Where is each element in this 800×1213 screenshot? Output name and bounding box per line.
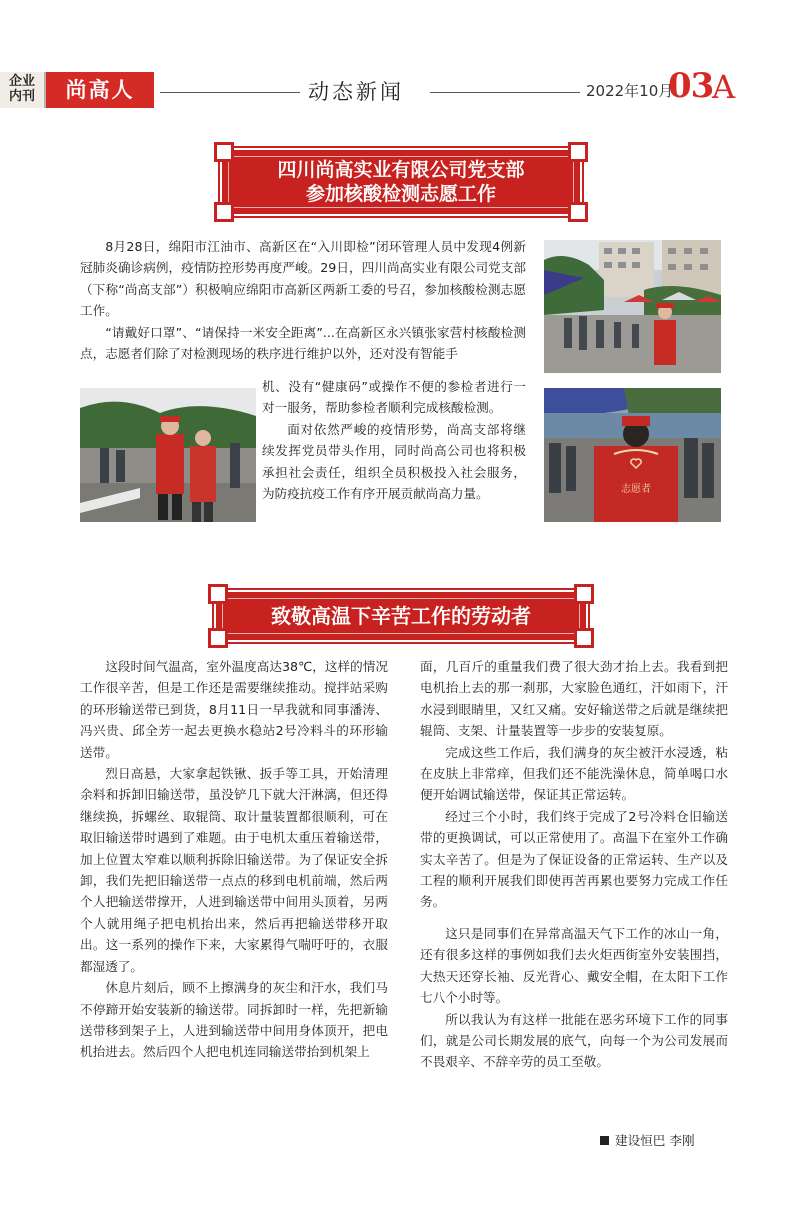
logo-line-2: 内刊 xyxy=(8,89,35,104)
header-rule-left xyxy=(160,92,300,93)
article1-intro xyxy=(80,236,526,364)
article2-left-paragraph-3: 休息片刻后，顾不上擦满身的灰尘和汗水，我们马不停蹄开始安装新的输送带。同拆卸时一样，先把新输送带移到架子上，人进到输送带中间用身体顶开，把电机抬进去。然后四个人把电机连同输送带抬到机架上 xyxy=(80,980,388,1060)
photo-volunteers-assisting xyxy=(80,388,256,522)
article2-author xyxy=(600,1130,695,1149)
article1-title-line1: 四川尚高实业有限公司党支部 xyxy=(277,159,525,181)
article1-paragraph-2a: “请戴好口罩”、“请保持一米安全距离”...在高新区永兴镇张家营村核酸检测点，志愿者们除了对检测现场的秩序进行维护以外，还对没有智能手 xyxy=(80,324,526,362)
article2-right-paragraph-3: 经过三个小时，我们终于完成了2号冷料仓旧输送带的更换调试，可以正常使用了。高温下在室外工作确实太辛苦了。但是为了保证设备的正常运转、生产以及工程的顺利开展我们即使再苦再累也要努力完成工作任务。 xyxy=(420,808,728,910)
page-letter: A xyxy=(712,68,736,106)
author-bullet-icon xyxy=(600,1136,609,1145)
section-title: 动态新闻 xyxy=(308,80,404,104)
magazine-logo-text xyxy=(0,74,44,104)
article1-paragraph-2b: 机、没有“健康码”或操作不便的参检者进行一对一服务，帮助参检者顺利完成核酸检测。 xyxy=(262,379,526,416)
article2-left-paragraph-2: 烈日高悬，大家拿起铁锹、扳手等工具，开始清理余料和拆卸旧输送带，虽没铲几下就大汗淋漓，但还得继续换，拆螺丝、取辊筒、取计量装置都很顺利，可在取旧输送带时遇到了难题。由于电机太重压着输送带，加上位置太窄难以顺利拆除旧输送带。为了保证安全拆卸，我们先把旧输送带一点点的移到电机前端，然后两个人把输送带撑开，人进到输送带中间用头顶着，另两个人就用绳子把电机抬出来，然后再把输送带移开取出。这一系列的操作下来，大家累得气喘吁吁的，衣服都湿透了。 xyxy=(80,766,388,974)
article2-right-paragraph-2: 完成这些工作后，我们满身的灰尘被汗水浸透，粘在皮肤上非常痒，但我们还不能洗澡休息，简单喝口水便开始调试输送带，保证其正常运转。 xyxy=(420,744,728,803)
issue-date: 2022年10月 xyxy=(586,82,674,100)
header-rule-right xyxy=(430,92,580,93)
article1-paragraph-1: 8月28日，绵阳市江油市、高新区在“入川即检”闭环管理人员中发现4例新冠肺炎确诊病例，疫情防控形势再度严峻。29日，四川尚高实业有限公司党支部（下称“尚高支部”）积极响应绵阳市高新区两新工委的号召，参加核酸检测志愿工作。 xyxy=(80,239,526,319)
article1-wrap-text xyxy=(262,376,526,504)
photo-volunteer-vest-back xyxy=(544,388,721,522)
article1-title-line2: 参加核酸检测志愿工作 xyxy=(305,183,496,205)
logo-line-1: 企业 xyxy=(8,74,35,89)
article2-right-paragraph-1: 面，几百斤的重量我们费了很大劲才抬上去。我看到把电机抬上去的那一刹那，大家脸色通红，汗如雨下，汗水浸到眼睛里，又红又痛。安好输送带之后就是继续把辊筒、支架、计量装置等一步步的安装复原。 xyxy=(420,659,728,739)
author-name: 建设恒巴 李刚 xyxy=(615,1133,695,1148)
photo-testing-site-buildings xyxy=(544,240,721,373)
article1-title-banner xyxy=(222,150,580,214)
vest-label: 志愿者 xyxy=(621,484,651,495)
page-number: 03 xyxy=(668,66,714,106)
article1-paragraph-3: 面对依然严峻的疫情形势，尚高支部将继续发挥党员带头作用，同时尚高公司也将积极承担社会责任，组织全员积极投入社会服务，为防疫抗疫工作有序开展贡献尚高力量。 xyxy=(262,421,526,502)
article2-left-column xyxy=(80,656,388,1063)
article2-title-banner xyxy=(216,592,586,640)
brand-name: 尚高人 xyxy=(65,77,135,102)
article2-right-paragraph-5: 所以我认为有这样一批能在恶劣环境下工作的同事们，就是公司长期发展的底气，向每一个为公司发展而不畏艰辛、不辞辛劳的员工至敬。 xyxy=(420,1011,728,1070)
article2-right-paragraph-4: 这只是同事们在异常高温天气下工作的冰山一角，还有很多这样的事例如我们去火炬西街室外安装围挡，大热天还穿长袖、反光背心、戴安全帽，在太阳下工作七八个小时等。 xyxy=(420,925,728,1006)
article2-left-paragraph-1: 这段时间气温高，室外温度高达38℃，这样的情况工作很辛苦，但是工作还是需要继续推动。搅拌站采购的环形输送带已到货，8月11日一早我就和同事潘涛、冯兴贵、邱全芳一起去更换水稳站2号冷料斗的环形输送带。 xyxy=(80,659,388,760)
article2-title: 致敬高温下辛苦工作的劳动者 xyxy=(271,604,531,628)
article2-right-column xyxy=(420,656,728,1073)
